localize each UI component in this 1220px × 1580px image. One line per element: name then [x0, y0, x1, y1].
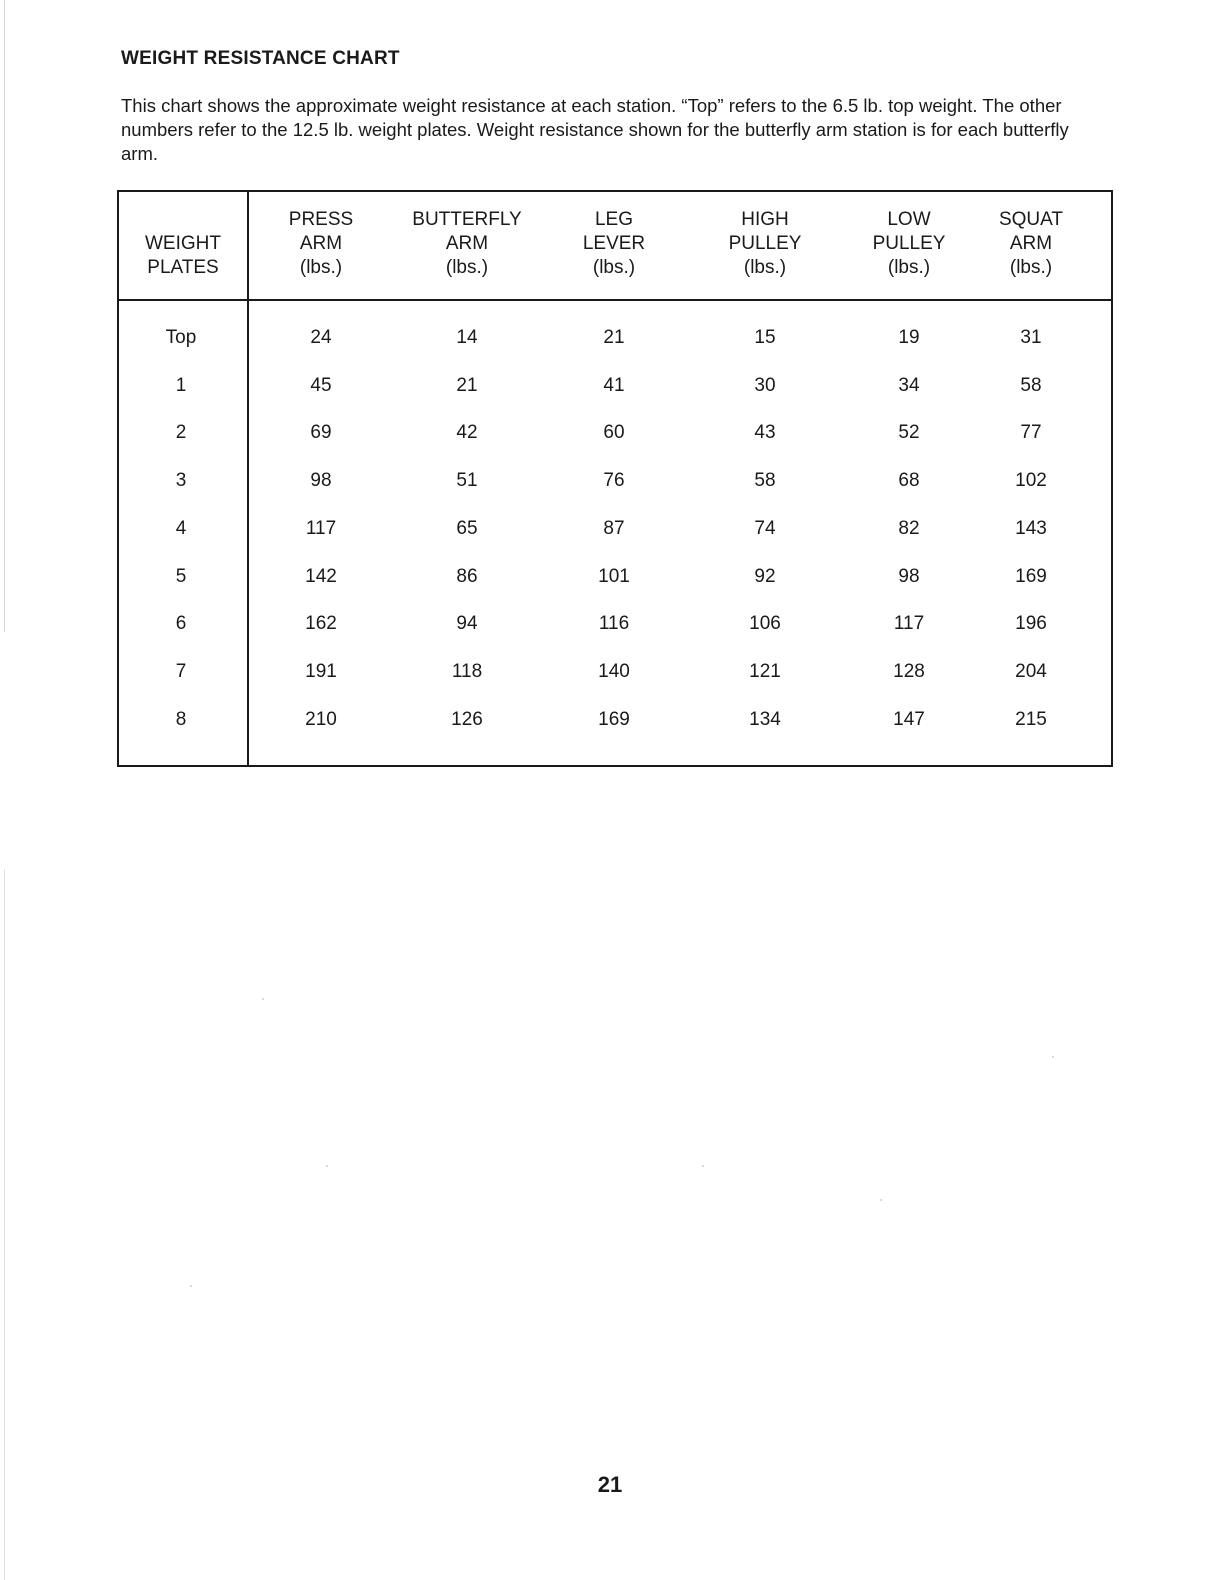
value-cell: 98: [310, 470, 332, 492]
scan-speck: [190, 1285, 192, 1287]
value-cell: 117: [893, 613, 925, 635]
column-header: HIGH PULLEY (lbs.): [728, 209, 802, 278]
column-header: BUTTERFLY ARM (lbs.): [412, 209, 522, 278]
plates-cell: 5: [175, 565, 187, 587]
page-edge: [4, 0, 5, 1580]
scan-speck: [880, 1199, 882, 1201]
value-cell: 74: [754, 517, 776, 539]
page-title: WEIGHT RESISTANCE CHART: [121, 48, 400, 69]
value-cell: 34: [898, 374, 920, 396]
column-header: PRESS ARM (lbs.): [288, 209, 354, 278]
value-cell: 147: [893, 708, 925, 730]
plates-cell: 2: [175, 422, 187, 444]
value-cell: 14: [456, 327, 478, 348]
value-cell: 128: [893, 660, 925, 682]
plates-cell: 3: [175, 470, 187, 492]
value-cell: 76: [603, 470, 625, 492]
value-cell: 162: [305, 613, 337, 635]
value-cell: 82: [898, 517, 920, 539]
value-cell: 87: [603, 517, 625, 539]
plates-cell: 8: [175, 708, 187, 730]
value-cell: 118: [451, 660, 483, 682]
value-cell: 69: [310, 422, 332, 444]
scan-speck: [326, 1165, 328, 1167]
value-cell: 117: [305, 517, 337, 539]
scan-speck: [1052, 1056, 1054, 1058]
value-cell: 86: [456, 565, 478, 587]
page-number: 21: [597, 1472, 623, 1497]
value-cell: 196: [1015, 613, 1047, 635]
plates-cell: 7: [175, 660, 187, 682]
scan-speck: [702, 1165, 704, 1167]
value-cell: 58: [1020, 374, 1042, 396]
value-cell: 204: [1015, 660, 1047, 682]
value-cell: 68: [898, 470, 920, 492]
value-cell: 210: [305, 708, 337, 730]
column-header: LEG LEVER (lbs.): [582, 209, 646, 278]
value-cell: 142: [305, 565, 337, 587]
value-cell: 191: [305, 660, 337, 682]
value-cell: 77: [1020, 422, 1042, 444]
value-cell: 126: [451, 708, 483, 730]
value-cell: 101: [598, 565, 630, 587]
value-cell: 19: [898, 327, 920, 348]
scan-speck: [262, 998, 264, 1000]
column-divider: [247, 192, 249, 765]
value-cell: 106: [749, 613, 781, 635]
plates-cell: 4: [175, 517, 187, 539]
value-cell: 52: [898, 422, 920, 444]
value-cell: 21: [603, 327, 625, 348]
value-cell: 51: [456, 470, 478, 492]
value-cell: 92: [754, 565, 776, 587]
plates-cell: Top: [165, 327, 197, 348]
value-cell: 24: [310, 327, 332, 348]
value-cell: 116: [598, 613, 630, 635]
value-cell: 134: [749, 708, 781, 730]
value-cell: 140: [598, 660, 630, 682]
value-cell: 58: [754, 470, 776, 492]
row-header: WEIGHT PLATES: [145, 233, 221, 278]
column-header: SQUAT ARM (lbs.): [998, 209, 1064, 278]
intro-paragraph: This chart shows the approximate weight resistance at each station. “Top” refers to the 6.5 lb. top weight. The other numbers refer to the 12.5 lb. weight plates. Weight resistance shown for the butterfly arm station is for each butterfly arm.: [121, 95, 1069, 164]
value-cell: 31: [1020, 327, 1042, 348]
value-cell: 143: [1015, 517, 1047, 539]
value-cell: 169: [1015, 565, 1047, 587]
value-cell: 94: [456, 613, 478, 635]
value-cell: 45: [310, 374, 332, 396]
value-cell: 42: [456, 422, 478, 444]
value-cell: 15: [754, 327, 776, 348]
value-cell: 65: [456, 517, 478, 539]
weight-resistance-table: [117, 190, 1113, 767]
plates-cell: 1: [175, 374, 187, 396]
value-cell: 121: [749, 660, 781, 682]
value-cell: 102: [1015, 470, 1047, 492]
value-cell: 41: [603, 374, 625, 396]
value-cell: 215: [1015, 708, 1047, 730]
value-cell: 98: [898, 565, 920, 587]
value-cell: 169: [598, 708, 630, 730]
plates-cell: 6: [175, 613, 187, 635]
value-cell: 43: [754, 422, 776, 444]
value-cell: 21: [456, 374, 478, 396]
value-cell: 30: [754, 374, 776, 396]
column-header: LOW PULLEY (lbs.): [872, 209, 946, 278]
value-cell: 60: [603, 422, 625, 444]
header-divider: [119, 299, 1111, 301]
